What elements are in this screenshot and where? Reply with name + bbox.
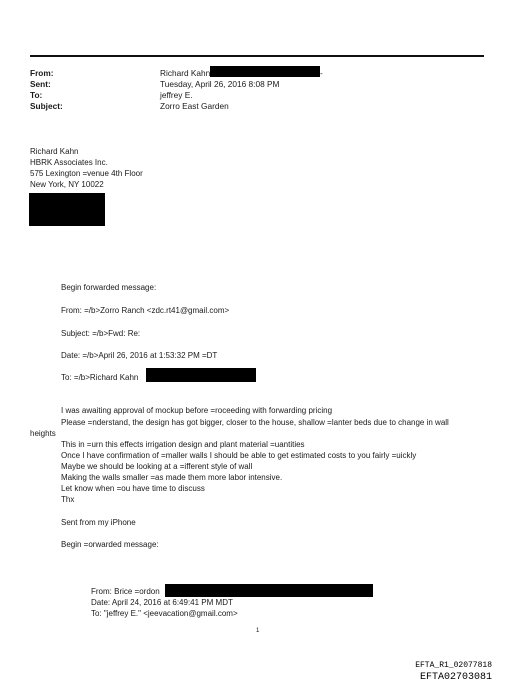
forward-to: To: =/b>Richard Kahn [61,373,139,382]
to-label: To: [30,90,43,100]
signature-line: Richard Kahn [30,147,79,156]
quoted-to: To: "jeffrey E." <jeevacation@gmail.com> [91,609,238,618]
forward-intro: Begin forwarded message: [61,283,157,292]
from-label: From: [30,68,54,78]
body-line: Thx [61,495,75,504]
to-value: jeffrey E. [160,90,193,100]
quoted-date: Date: April 24, 2016 at 6:49:41 PM MDT [91,598,233,607]
from-value: Richard Kahn [160,68,211,78]
from-trail: - [320,68,323,78]
sent-from-iphone: Sent from my iPhone [61,518,136,527]
redaction-quoted-from [165,584,373,597]
quoted-from: From: Brice =ordon [91,587,160,596]
subject-label: Subject: [30,101,63,111]
body-line: Let know when =ou have time to discuss [61,484,205,493]
signature-line: New York, NY 10022 [30,180,104,189]
sent-label: Sent: [30,79,51,89]
header-rule [30,55,484,57]
body-line: heights [30,429,56,438]
body-line: Please =nderstand, the design has got bigger, closer to the house, shallow =lanter beds due to change in wall [61,418,449,427]
subject-value: Zorro East Garden [160,101,229,111]
body-line: Once I have confirmation of =maller walls I should be able to get estimated costs to you fairly =uickly [61,451,417,460]
body-line: Making the walls smaller =as made them more labor intensive. [61,473,283,482]
begin-forwarded-2: Begin =orwarded message: [61,540,159,549]
sent-value: Tuesday, April 26, 2016 8:08 PM [160,79,280,89]
signature-line: HBRK Associates Inc. [30,158,108,167]
body-line: Maybe we should be looking at a =ifferent style of wall [61,462,253,471]
redaction-signature [29,193,105,226]
body-line: This in =urn this effects irrigation design and plant material =uantities [61,440,305,449]
footer-id-1: EFTA_R1_02077818 [415,661,492,670]
forward-from: From: =/b>Zorro Ranch <zdc.rt41@gmail.com> [61,306,230,315]
footer-id-2: EFTA02703081 [419,672,492,683]
body-line: I was awaiting approval of mockup before =roceeding with forwarding pricing [61,406,333,415]
redaction-from [210,66,320,77]
forward-date: Date: =/b>April 26, 2016 at 1:53:32 PM =DT [61,351,218,360]
signature-line: 575 Lexington =venue 4th Floor [30,169,143,178]
redaction-forward-to [146,368,256,382]
forward-subject: Subject: =/b>Fwd: Re: [61,329,141,338]
page-number: 1 [256,628,260,634]
